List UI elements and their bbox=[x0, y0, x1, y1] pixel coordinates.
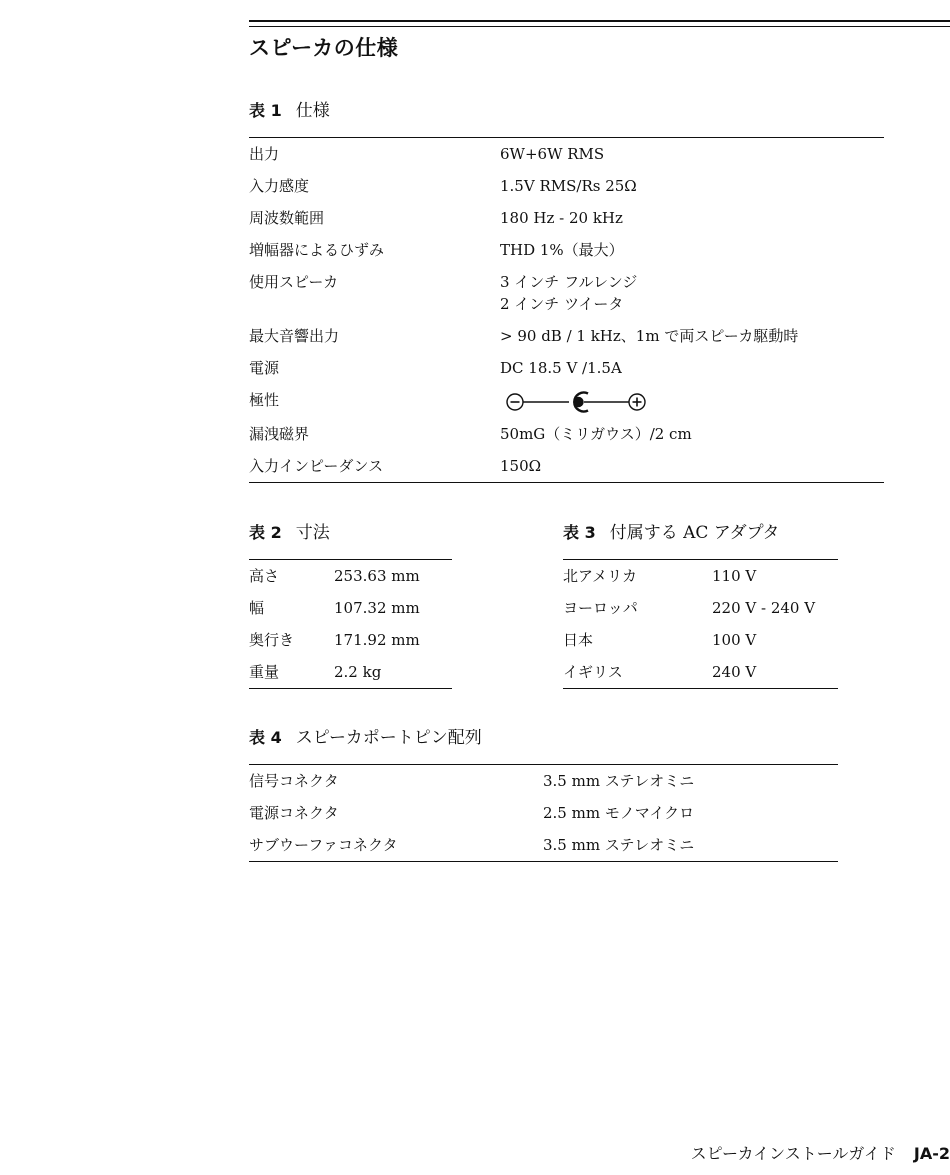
spec-value: 150Ω bbox=[500, 457, 542, 475]
spec-label: 最大音響出力 bbox=[249, 327, 340, 345]
table1-caption bbox=[249, 96, 330, 121]
polarity-diagram-icon bbox=[500, 391, 650, 413]
table-row bbox=[249, 266, 884, 320]
dimension-label: 幅 bbox=[249, 599, 265, 617]
table-row bbox=[249, 450, 884, 483]
page-number: JA-2 bbox=[913, 1144, 950, 1163]
spec-label: 増幅器によるひずみ bbox=[249, 241, 385, 259]
footer-title: スピーカインストールガイド bbox=[690, 1144, 896, 1163]
spec-label: 入力インピーダンス bbox=[249, 457, 384, 475]
dimensions-table bbox=[249, 559, 452, 689]
spec-value: THD 1%（最大） bbox=[500, 241, 624, 259]
spec-label: 電源 bbox=[249, 359, 280, 377]
table2-number: 表 2 bbox=[249, 523, 282, 542]
table-row bbox=[563, 592, 838, 624]
port-pinout-table bbox=[249, 764, 838, 862]
spec-value bbox=[500, 266, 884, 320]
spec-value: 50mG（ミリガウス）/2 cm bbox=[500, 425, 692, 443]
spec-label: 極性 bbox=[249, 391, 280, 409]
dimension-label: 重量 bbox=[249, 663, 280, 681]
region-label: ヨーロッパ bbox=[563, 599, 638, 617]
spec-value: DC 18.5 V /1.5A bbox=[500, 359, 622, 377]
table-row bbox=[249, 320, 884, 352]
connector-label: 信号コネクタ bbox=[249, 772, 339, 790]
dimension-value: 253.63 mm bbox=[334, 567, 420, 585]
table-row bbox=[249, 656, 452, 689]
connector-value: 2.5 mm モノマイクロ bbox=[543, 804, 695, 822]
top-rule-thick bbox=[249, 20, 950, 22]
dimension-value: 171.92 mm bbox=[334, 631, 420, 649]
table-row bbox=[249, 829, 838, 862]
region-label: 日本 bbox=[563, 631, 594, 649]
page-title: スピーカの仕様 bbox=[249, 36, 399, 60]
spec-value bbox=[500, 384, 884, 418]
spec-value: 6W+6W RMS bbox=[500, 145, 605, 163]
ac-adapter-table bbox=[563, 559, 838, 689]
table-row bbox=[249, 560, 452, 593]
dimension-value: 107.32 mm bbox=[334, 599, 420, 617]
table-row bbox=[249, 592, 452, 624]
spec-label: 使用スピーカ bbox=[249, 273, 339, 291]
voltage-value: 110 V bbox=[712, 567, 757, 585]
top-rule-thin bbox=[249, 26, 950, 27]
table-row bbox=[249, 384, 884, 418]
voltage-value: 240 V bbox=[712, 663, 757, 681]
spec-label: 漏洩磁界 bbox=[249, 425, 310, 443]
spec-label: 出力 bbox=[249, 145, 280, 163]
region-label: イギリス bbox=[563, 663, 623, 681]
spec-value: 1.5V RMS/Rs 25Ω bbox=[500, 177, 637, 195]
spec-value: 180 Hz - 20 kHz bbox=[500, 209, 623, 227]
table-row bbox=[249, 170, 884, 202]
connector-label: サブウーファコネクタ bbox=[249, 836, 398, 854]
dimension-value: 2.2 kg bbox=[334, 663, 382, 681]
table-row bbox=[249, 624, 452, 656]
table-row bbox=[249, 202, 884, 234]
spec-label: 入力感度 bbox=[249, 177, 310, 195]
voltage-value: 220 V - 240 V bbox=[712, 599, 816, 617]
table-row bbox=[249, 797, 838, 829]
connector-value: 3.5 mm ステレオミニ bbox=[543, 772, 695, 790]
table3-caption bbox=[563, 518, 779, 543]
table4-caption bbox=[249, 723, 482, 748]
spec-label: 周波数範囲 bbox=[249, 209, 325, 227]
table4-number: 表 4 bbox=[249, 728, 282, 747]
table1-title: 仕様 bbox=[295, 101, 330, 121]
table3-number: 表 3 bbox=[563, 523, 596, 542]
table4-title: スピーカポートピン配列 bbox=[295, 728, 482, 748]
dimension-label: 高さ bbox=[249, 567, 280, 585]
speaker-fullrange: 3 インチ フルレンジ bbox=[500, 273, 638, 291]
voltage-value: 100 V bbox=[712, 631, 757, 649]
table-row bbox=[563, 656, 838, 689]
connector-value: 3.5 mm ステレオミニ bbox=[543, 836, 695, 854]
table3-title: 付属する AC アダプタ bbox=[609, 523, 780, 543]
region-label: 北アメリカ bbox=[563, 567, 637, 585]
speaker-tweeter: 2 インチ ツイータ bbox=[500, 295, 624, 313]
spec-table bbox=[249, 137, 884, 483]
page-footer bbox=[691, 1141, 950, 1164]
table-row bbox=[249, 138, 884, 171]
table2-caption bbox=[249, 518, 330, 543]
connector-label: 電源コネクタ bbox=[249, 804, 339, 822]
table-row bbox=[563, 560, 838, 593]
table-row bbox=[249, 765, 838, 798]
table-row bbox=[249, 352, 884, 384]
table1-number: 表 1 bbox=[249, 101, 282, 120]
dimension-label: 奥行き bbox=[249, 631, 295, 649]
table2-title: 寸法 bbox=[295, 523, 330, 543]
table-row bbox=[249, 234, 884, 266]
spec-value: > 90 dB / 1 kHz、1m で両スピーカ駆動時 bbox=[500, 327, 799, 345]
table-row bbox=[249, 418, 884, 450]
table-row bbox=[563, 624, 838, 656]
